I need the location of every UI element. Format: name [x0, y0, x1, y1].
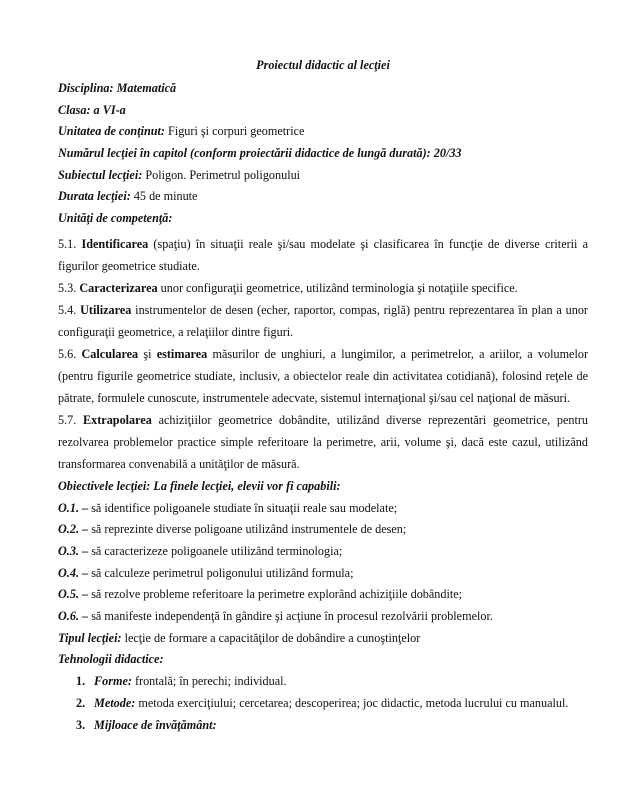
clasa-label: Clasa: a VI-a	[58, 102, 126, 117]
obiectiv-item: O.4. – să calculeze perimetrul poligonului utilizând formula;	[58, 565, 354, 580]
numarul-line	[58, 146, 588, 161]
page-title: Proiectul didactic al lecţiei	[256, 58, 390, 72]
tehnologie-item: 3. Mijloace de învăţământ:	[76, 717, 217, 732]
subiectul-value: Poligon. Perimetrul poligonului	[142, 167, 301, 182]
obiectiv-item: O.3. – să caracterizeze poligoanele utilizând terminologia;	[58, 543, 343, 558]
competenta-item: 5.3. Caracterizarea unor configuraţii geometrice, utilizând terminologia şi notaţiile specifice.	[58, 280, 518, 295]
tipul-line	[58, 631, 588, 646]
competenta-item: 5.6. Calcularea şi estimarea măsurilor de unghiuri, a lungimilor, a perimetrelor, a ariilor, a volumelor (pentru figurile geometrice studiate, inclusiv, a obiectelor reale din activitatea cotidiană), folosind reţele de pătrate, formulele cunoscute, instrumentele adecvate, sistemul internaţional şi/sau cel naţional de măsuri.	[58, 346, 589, 405]
unitatea-value: Figuri şi corpuri geometrice	[165, 124, 305, 139]
subiectul-line	[58, 168, 588, 183]
durata-label: Durata lecţiei:	[58, 189, 131, 204]
tehnologii-label: Tehnologii didactice:	[58, 652, 164, 667]
obiective-label: Obiectivele lecţiei: La finele lecţiei, elevii vor fi capabili:	[58, 478, 341, 493]
obiectiv-item: O.2. – să reprezinte diverse poligoane utilizând instrumentele de desen;	[58, 522, 407, 537]
tehnologii-line	[58, 652, 588, 667]
unitati-line	[58, 211, 588, 226]
obiective-line	[58, 479, 588, 494]
tipul-label: Tipul lecţiei:	[58, 630, 122, 645]
tehnologie-item: 1. Forme: frontală; în perechi; individual.	[76, 674, 287, 688]
unitatea-label: Unitatea de conţinut:	[58, 124, 165, 139]
tehnologie-item: 2. Metode: metoda exerciţiului; cercetarea; descoperirea; joc didactic, metoda lucrului cu manualul.	[76, 695, 569, 710]
tipul-value: lecţie de formare a capacităţilor de dobândire a cunoştinţelor	[121, 630, 421, 645]
obiectiv-item: O.1. – să identifice poligoanele studiate în situaţii reale sau modelate;	[58, 500, 398, 515]
clasa-line	[58, 103, 588, 118]
disciplina-line	[58, 81, 588, 96]
competenta-item: 5.1. Identificarea (spaţiu) în situaţii reale şi/sau modelate şi clasificarea în funcţie de diverse criterii a figurilor geometrice studiate.	[58, 236, 589, 273]
tehnologii-list	[58, 674, 588, 733]
subiectul-label: Subiectul lecţiei:	[58, 167, 143, 182]
durata-line	[58, 189, 588, 204]
disciplina-label: Disciplina: Matematică	[58, 81, 177, 95]
numarul-label: Numărul lecţiei în capitol (conform proiectării didactice de lungă durată): 20/33	[58, 146, 462, 161]
durata-value: 45 de minute	[130, 189, 198, 204]
obiectiv-item: O.6. – să manifeste independenţă în gândire şi acţiune în procesul rezolvării problemelor.	[58, 608, 493, 623]
unitati-label: Unităţi de competenţă:	[58, 211, 173, 226]
competenta-item: 5.7. Extrapolarea achiziţiilor geometrice dobândite, utilizând diverse reprezentări geometrice, pentru rezolvarea problemelor practice simple referitoare la perimetre, arii, volume şi, dacă este cazul, utilizând transformarea convenabilă a unităţilor de măsură.	[58, 412, 589, 471]
competenta-item: 5.4. Utilizarea instrumentelor de desen (echer, raportor, compas, riglă) pentru reprezentarea în plan a unor configuraţii geometrice, a relaţiilor dintre figuri.	[58, 302, 588, 339]
obiectiv-item: O.5. – să rezolve probleme referitoare la perimetre explorând achiziţiile dobândite;	[58, 587, 463, 602]
unitatea-line	[58, 124, 588, 139]
